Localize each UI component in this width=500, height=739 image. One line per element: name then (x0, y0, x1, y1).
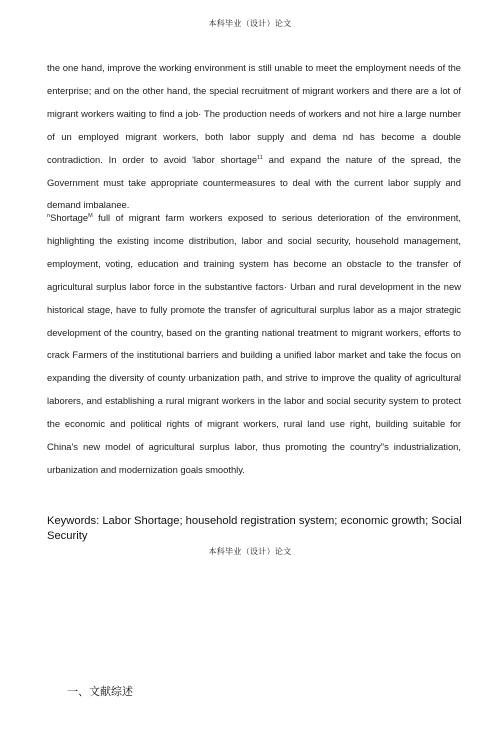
paragraph-2-text-a: Shortage (50, 212, 89, 223)
abstract-paragraph-1 (47, 57, 461, 217)
paragraph-1-text-a: the one hand, improve the working environment is still unable to meet the employment needs of the enterprise; and on the other hand, the special recruitment of migrant workers and there are a lot of migrant workers waiting to find a job· The production needs of workers and not hire a large number of un employed migrant workers, both labor supply and dema nd has become a double contradiction. In order to avoid 'labor shortage (47, 62, 461, 165)
paragraph-1-text-b: and expand the nature of the spread, the Government must take appropriate countermeasures to deal with the current labor supply and demand imbalanee. (47, 153, 461, 211)
page-header: 本科毕业（设计）论文 (208, 19, 292, 28)
page-header-next: 本科毕业（设计）论文 (208, 547, 292, 556)
abstract-paragraph-2 (47, 207, 461, 482)
paragraph-2-lead-superscript: n (47, 212, 51, 219)
paragraph-1-superscript: 11 (257, 154, 263, 161)
keywords-line: Keywords: Labor Shortage; household registration system; economic growth; Social Security (47, 515, 462, 542)
section-heading-literature-review: 一、文献综述 (67, 686, 133, 698)
paragraph-2-superscript: M (88, 212, 93, 219)
paragraph-2-text-b: full of migrant farm workers exposed to serious deterioration of the environment, highlighting the existing income distribution, labor and social security, household management, employment, voting, education and training system has become an obstacle to the transfer of agricultural surplus labor force in the substantive factors· Urban and rural development in the new historical stage, have to fully promote the transfer of agricultural surplus labor as a major strategic development of the country, based on the granting national treatment to migrant workers, efforts to crack Farmers of the institutional barriers and building a unified labor market and take the focus on expanding the diversity of county urbanization path, and strive to improve the quality of agricultural laborers, and establishing a rural migrant workers in the labor and social security system to protect the economic and political rights of migrant workers, rural land use right, building suitable for China's new model of agricultural surplus labor, thus promoting the country"s industrialization, urbanization and modernization goals smoothly. (47, 212, 461, 475)
